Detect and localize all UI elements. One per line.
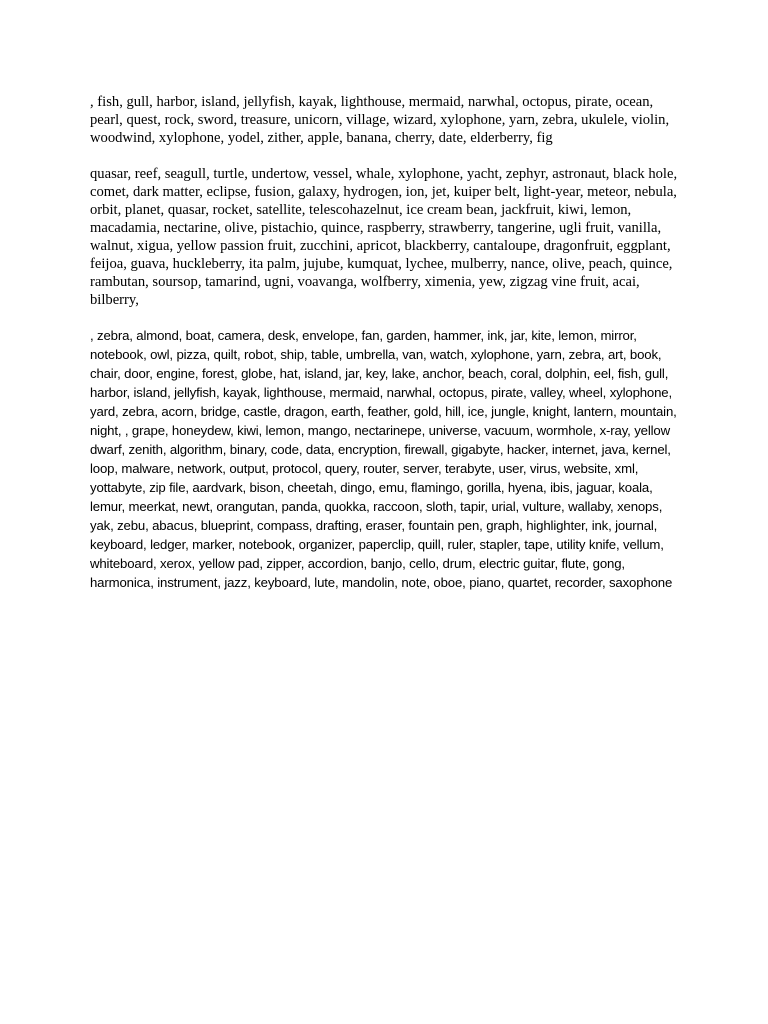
paragraph-2: quasar, reef, seagull, turtle, undertow, vessel, whale, xylophone, yacht, zephyr, astronaut, black hole, comet, dark matter, eclipse, fusion, galaxy, hydrogen, ion, jet, kuiper belt, light-year, meteor, nebula, orbit, planet, quasar, rocket, satellite, telescohazelnut, ice cream bean, jackfruit, kiwi, lemon, macadamia, nectarine, olive, pistachio, quince, raspberry, strawberry, tangerine, ugli fruit, vanilla, walnut, xigua, yellow passion fruit, zucchini, apricot, blackberry, cantaloupe, dragonfruit, eggplant, feijoa, guava, huckleberry, ita palm, jujube, kumquat, lychee, mulberry, nance, olive, peach, quince, rambutan, soursop, tamarind, ugni, voavanga, wolfberry, ximenia, yew, zigzag vine fruit, acai, bilberry, [90,166,678,308]
paragraph-1: , fish, gull, harbor, island, jellyfish, kayak, lighthouse, mermaid, narwhal, octopus, pirate, ocean, pearl, quest, rock, sword, treasure, unicorn, village, wizard, xylophone, yarn, zebra, ukulele, violin, woodwind, xylophone, yodel, zither, apple, banana, cherry, date, elderberry, fig [90,94,670,146]
paragraph-3: , zebra, almond, boat, camera, desk, envelope, fan, garden, hammer, ink, jar, kite, lemon, mirror, notebook, owl, pizza, quilt, robot, ship, table, umbrella, van, watch, xylophone, yarn, zebra, art, book, chair, door, engine, forest, globe, hat, island, jar, key, lake, anchor, beach, coral, dolphin, eel, fish, gull, harbor, island, jellyfish, kayak, lighthouse, mermaid, narwhal, octopus, pirate, valley, wheel, xylophone, yard, zebra, acorn, bridge, castle, dragon, earth, feather, gold, hill, ice, jungle, knight, lantern, mountain, night, , grape, honeydew, kiwi, lemon, mango, nectarinepe, universe, vacuum, wormhole, x-ray, yellow dwarf, zenith, algorithm, binary, code, data, encryption, firewall, gigabyte, hacker, internet, java, kernel, loop, malware, network, output, protocol, query, router, server, terabyte, user, virus, website, xml, yottabyte, zip file, aardvark, bison, cheetah, dingo, emu, flamingo, gorilla, hyena, ibis, jaguar, koala, lemur, meerkat, newt, orangutan, panda, quokka, raccoon, sloth, tapir, urial, vulture, wallaby, xenops, yak, zebu, abacus, blueprint, compass, drafting, eraser, fountain pen, graph, highlighter, ink, journal, keyboard, ledger, marker, notebook, organizer, paperclip, quill, ruler, stapler, tape, utility knife, vellum, whiteboard, xerox, yellow pad, zipper, accordion, banjo, cello, drum, electric guitar, flute, gong, harmonica, instrument, jazz, keyboard, lute, mandolin, note, oboe, piano, quartet, recorder, saxophone [90,328,677,590]
